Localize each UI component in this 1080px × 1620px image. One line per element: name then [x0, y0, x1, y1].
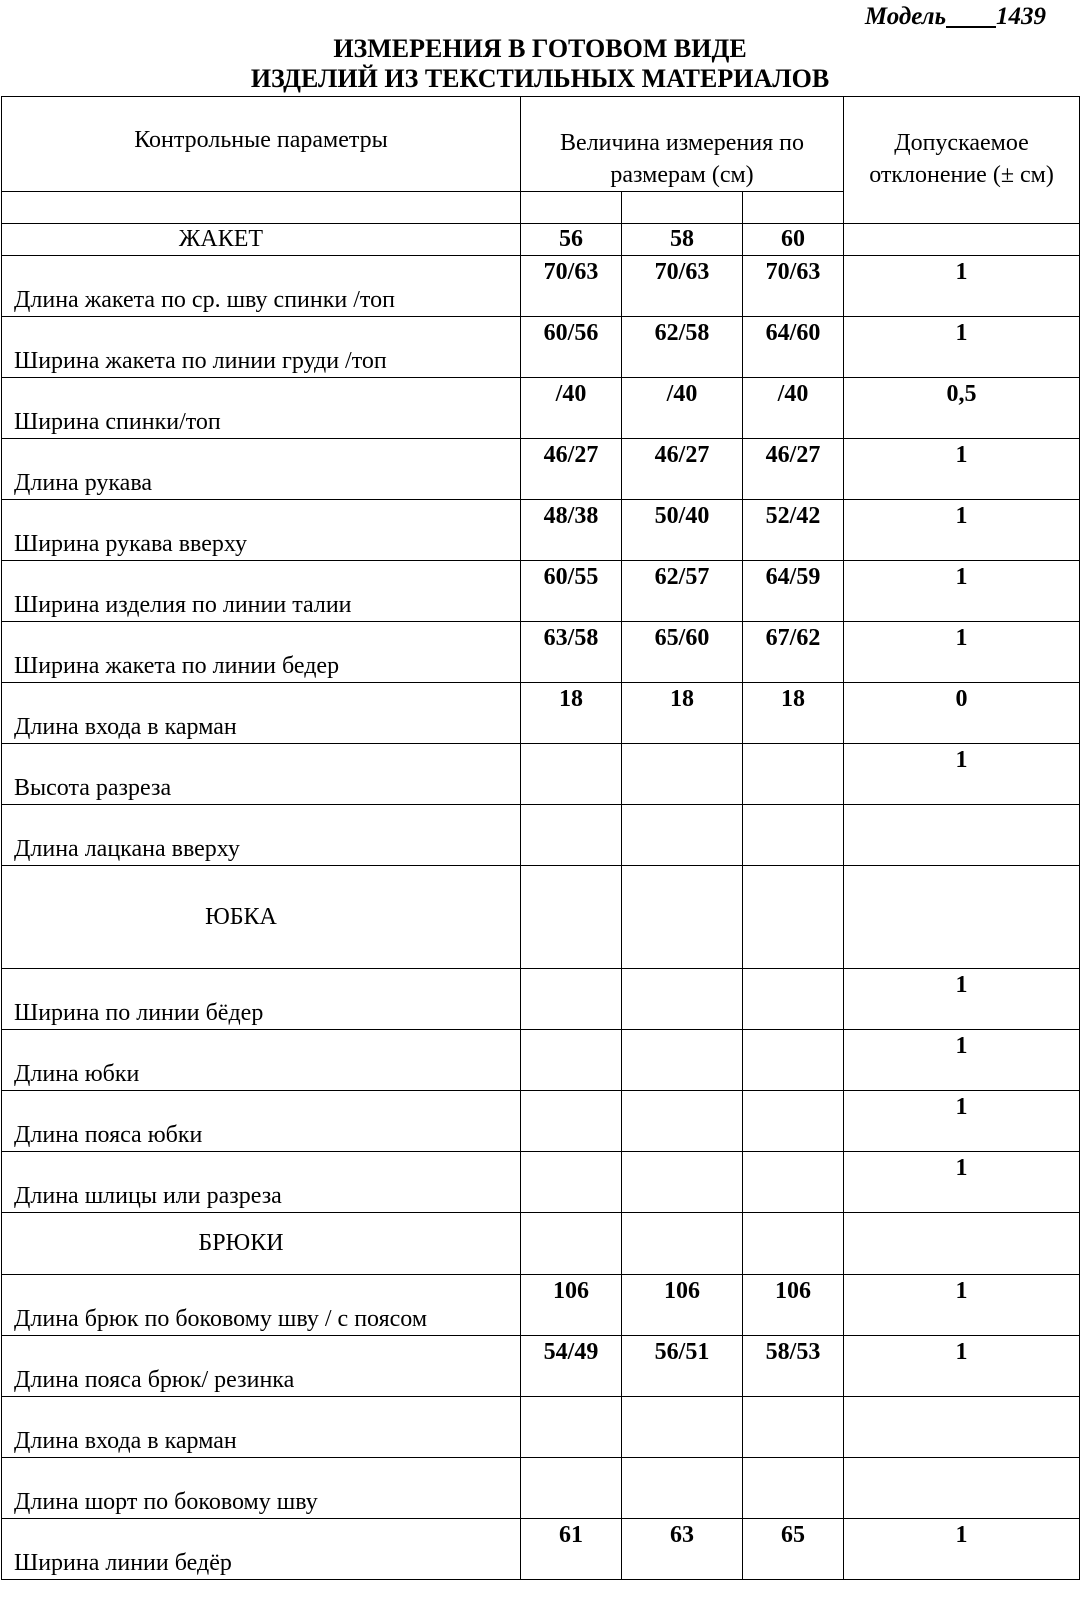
tolerance-value: 1	[844, 500, 1080, 561]
parameter-name-text: Ширина жакета по линии бедер	[14, 653, 340, 679]
parameter-name	[2, 1397, 521, 1458]
header-parameters: Контрольные параметры	[2, 97, 521, 192]
header-size-line2: размерам (см)	[610, 162, 754, 188]
measurement-row	[2, 1519, 1080, 1580]
size-value: 46/27	[743, 439, 844, 500]
size-value: 18	[521, 683, 622, 744]
parameter-name	[2, 683, 521, 744]
parameter-name-text: Длина входа в карман	[14, 714, 237, 740]
trousers-section-label-cell	[2, 1213, 521, 1275]
tolerance-value: 1	[844, 969, 1080, 1030]
size-value	[622, 1030, 743, 1091]
size-value	[743, 1091, 844, 1152]
model-label-text: Модель	[864, 3, 946, 30]
size-value	[521, 1091, 622, 1152]
parameter-name	[2, 1275, 521, 1336]
trousers-section-row	[2, 1213, 1080, 1275]
parameter-name-text: Ширина изделия по линии талии	[14, 592, 352, 618]
measurement-row	[2, 805, 1080, 866]
size-value	[743, 744, 844, 805]
size-cell-empty-1	[521, 192, 622, 224]
empty-cell	[622, 1213, 743, 1275]
header-tol-line1: Допускаемое	[894, 130, 1029, 156]
trousers-section-label: БРЮКИ	[198, 1230, 284, 1256]
tolerance-value: 1	[844, 561, 1080, 622]
empty-cell	[622, 866, 743, 969]
size-value: 61	[521, 1519, 622, 1580]
measurement-row	[2, 1336, 1080, 1397]
size-value	[622, 1397, 743, 1458]
size-value	[521, 805, 622, 866]
parameter-name	[2, 1519, 521, 1580]
size-value: 50/40	[622, 500, 743, 561]
tolerance-value: 1	[844, 1519, 1080, 1580]
tolerance-value: 0	[844, 683, 1080, 744]
tolerance-value	[844, 1397, 1080, 1458]
size-value: 106	[521, 1275, 622, 1336]
parameter-name	[2, 500, 521, 561]
size-value	[521, 1458, 622, 1519]
size-value	[743, 1152, 844, 1213]
size-value: 48/38	[521, 500, 622, 561]
tolerance-value: 1	[844, 317, 1080, 378]
size-value: /40	[521, 378, 622, 439]
size-value	[743, 805, 844, 866]
empty-cell	[743, 1213, 844, 1275]
size-value: 65	[743, 1519, 844, 1580]
size-value	[622, 969, 743, 1030]
model-label	[865, 3, 1046, 31]
measurements-table	[1, 96, 1080, 1580]
parameter-name	[2, 805, 521, 866]
parameter-name-text: Ширина линии бедёр	[14, 1550, 232, 1576]
parameter-name	[2, 439, 521, 500]
empty-cell	[521, 1213, 622, 1275]
size-value: 60/56	[521, 317, 622, 378]
measurement-row	[2, 256, 1080, 317]
tolerance-value: 1	[844, 256, 1080, 317]
size-56: 56	[521, 224, 622, 256]
tolerance-value: 1	[844, 439, 1080, 500]
model-number-blank	[946, 3, 996, 30]
tolerance-value: 1	[844, 1336, 1080, 1397]
measurement-row	[2, 1091, 1080, 1152]
size-value	[743, 969, 844, 1030]
size-value	[622, 1091, 743, 1152]
size-value: 18	[622, 683, 743, 744]
size-value: 52/42	[743, 500, 844, 561]
size-value	[622, 805, 743, 866]
size-value	[521, 1030, 622, 1091]
size-value	[743, 1397, 844, 1458]
parameter-name	[2, 378, 521, 439]
size-value: 64/59	[743, 561, 844, 622]
size-value: 63/58	[521, 622, 622, 683]
size-value: 60/55	[521, 561, 622, 622]
parameter-name-text: Длина шорт по боковому шву	[14, 1489, 318, 1515]
size-value	[622, 1458, 743, 1519]
parameter-name-text: Ширина по линии бёдер	[14, 1000, 264, 1026]
measurement-row	[2, 1397, 1080, 1458]
size-cell-empty-3	[743, 192, 844, 224]
parameter-name-text: Длина шлицы или разреза	[14, 1183, 282, 1209]
size-value: 56/51	[622, 1336, 743, 1397]
parameter-name	[2, 561, 521, 622]
measurement-row	[2, 561, 1080, 622]
measurement-row	[2, 378, 1080, 439]
parameter-name-text: Длина брюк по боковому шву / с поясом	[14, 1306, 428, 1332]
header-tol-line2: отклонение (± см)	[869, 162, 1054, 188]
measurement-row	[2, 500, 1080, 561]
size-value: 46/27	[521, 439, 622, 500]
model-number: 1439	[996, 3, 1046, 30]
empty-cell	[844, 866, 1080, 969]
jacket-section-label: ЖАКЕТ	[2, 224, 521, 256]
empty-cell	[521, 866, 622, 969]
size-value: 58/53	[743, 1336, 844, 1397]
header-row	[2, 97, 1080, 192]
tolerance-value: 0,5	[844, 378, 1080, 439]
tolerance-value	[844, 1458, 1080, 1519]
size-value: 106	[622, 1275, 743, 1336]
size-value	[521, 1152, 622, 1213]
size-value: 67/62	[743, 622, 844, 683]
parameter-name	[2, 1152, 521, 1213]
size-value	[622, 744, 743, 805]
tolerance-value: 1	[844, 1091, 1080, 1152]
size-60: 60	[743, 224, 844, 256]
parameter-name-text: Длина лацкана вверху	[14, 836, 240, 862]
size-value	[743, 1030, 844, 1091]
size-value: /40	[622, 378, 743, 439]
tolerance-value	[844, 805, 1080, 866]
size-value	[521, 744, 622, 805]
parameter-name-text: Длина пояса юбки	[14, 1122, 203, 1148]
document-title-line2: ИЗДЕЛИЙ ИЗ ТЕКСТИЛЬНЫХ МАТЕРИАЛОВ	[250, 64, 830, 93]
measurement-row	[2, 317, 1080, 378]
size-58: 58	[622, 224, 743, 256]
size-value: /40	[743, 378, 844, 439]
parameter-name-text: Высота разреза	[14, 775, 172, 801]
parameter-name	[2, 1030, 521, 1091]
measurement-row	[2, 1030, 1080, 1091]
tolerance-value: 1	[844, 1152, 1080, 1213]
size-value: 62/57	[622, 561, 743, 622]
size-cell-empty-2	[622, 192, 743, 224]
size-value	[521, 1397, 622, 1458]
parameter-name	[2, 744, 521, 805]
size-value	[622, 1152, 743, 1213]
size-value	[521, 969, 622, 1030]
parameter-name	[2, 622, 521, 683]
measurement-row	[2, 622, 1080, 683]
parameter-name	[2, 1091, 521, 1152]
tolerance-value: 1	[844, 744, 1080, 805]
size-value: 70/63	[743, 256, 844, 317]
skirt-section-label-cell	[2, 866, 521, 969]
parameter-name-text: Длина пояса брюк/ резинка	[14, 1367, 295, 1393]
header-size-values	[521, 97, 844, 192]
size-value: 18	[743, 683, 844, 744]
measurement-row	[2, 683, 1080, 744]
parameter-name	[2, 1458, 521, 1519]
tolerance-value: 1	[844, 1275, 1080, 1336]
jacket-section-row	[2, 224, 1080, 256]
measurement-row	[2, 744, 1080, 805]
parameter-name	[2, 256, 521, 317]
size-value: 63	[622, 1519, 743, 1580]
parameter-name-text: Длина юбки	[14, 1061, 140, 1087]
header-tolerance	[844, 97, 1080, 224]
skirt-section-row	[2, 866, 1080, 969]
parameter-name	[2, 969, 521, 1030]
parameter-name	[2, 1336, 521, 1397]
parameter-name-text: Ширина жакета по линии груди /топ	[14, 348, 387, 374]
tolerance-value: 1	[844, 622, 1080, 683]
size-value: 62/58	[622, 317, 743, 378]
measurement-row	[2, 1275, 1080, 1336]
parameter-name-text: Ширина рукава вверху	[14, 531, 247, 557]
size-value: 65/60	[622, 622, 743, 683]
parameter-name-text: Длина входа в карман	[14, 1428, 237, 1454]
measurement-row	[2, 1458, 1080, 1519]
measurement-row	[2, 969, 1080, 1030]
tolerance-value: 1	[844, 1030, 1080, 1091]
empty-cell	[743, 866, 844, 969]
size-value: 64/60	[743, 317, 844, 378]
jacket-section-tol-empty	[844, 224, 1080, 256]
size-value	[743, 1458, 844, 1519]
skirt-section-label: ЮБКА	[205, 903, 277, 930]
size-value: 46/27	[622, 439, 743, 500]
parameter-name	[2, 317, 521, 378]
size-value: 70/63	[521, 256, 622, 317]
parameter-name-text: Длина жакета по ср. шву спинки /топ	[14, 287, 395, 313]
measurement-row	[2, 1152, 1080, 1213]
size-value: 70/63	[622, 256, 743, 317]
header-param-spacer	[2, 192, 521, 224]
size-value: 54/49	[521, 1336, 622, 1397]
measurement-row	[2, 439, 1080, 500]
parameter-name-text: Ширина спинки/топ	[14, 409, 221, 435]
header-size-line1: Величина измерения по	[560, 130, 804, 156]
document-title-line1: ИЗМЕРЕНИЯ В ГОТОВОМ ВИДЕ	[333, 34, 747, 63]
empty-cell	[844, 1213, 1080, 1275]
size-value: 106	[743, 1275, 844, 1336]
parameter-name-text: Длина рукава	[14, 470, 152, 496]
